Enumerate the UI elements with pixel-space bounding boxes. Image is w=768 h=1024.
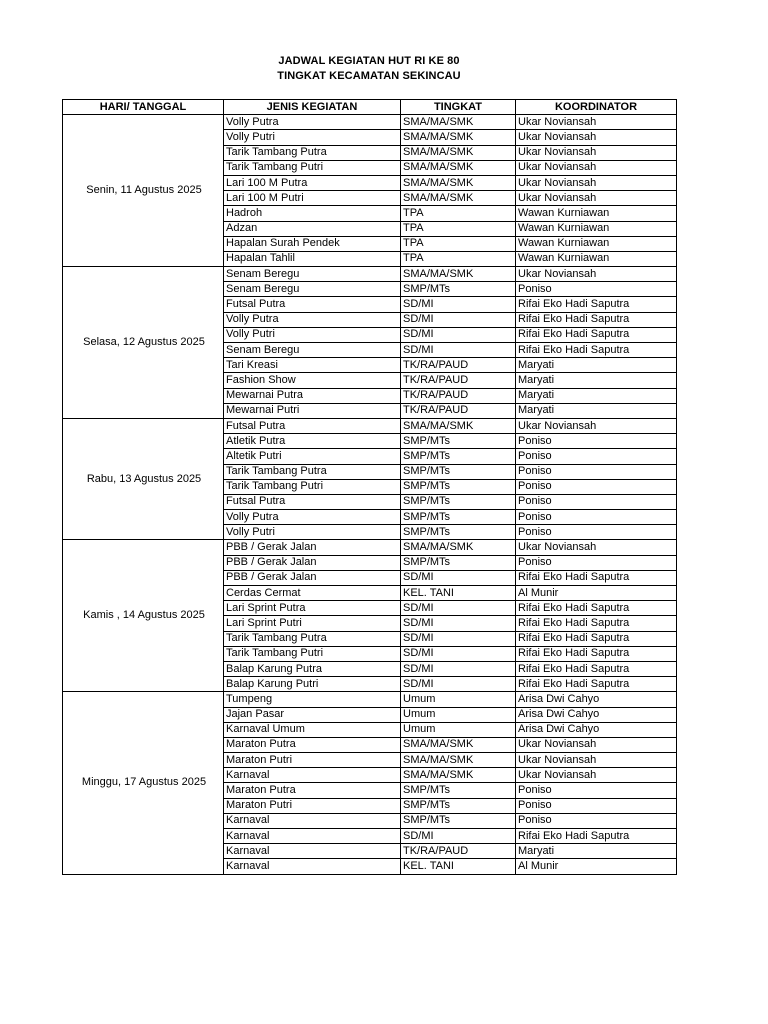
- day-date-cell: Senin, 11 Agustus 2025: [63, 115, 224, 267]
- level-cell: SMA/MA/SMK: [401, 768, 516, 783]
- activity-cell: Maraton Putra: [224, 737, 401, 752]
- level-cell: KEL. TANI: [401, 859, 516, 874]
- level-cell: SMP/MTs: [401, 434, 516, 449]
- level-cell: KEL. TANI: [401, 586, 516, 601]
- header-day-date: HARI/ TANGGAL: [63, 100, 224, 115]
- level-cell: SMA/MA/SMK: [401, 160, 516, 175]
- coordinator-cell: Ukar Noviansah: [516, 145, 677, 160]
- coordinator-cell: Rifai Eko Hadi Saputra: [516, 677, 677, 692]
- coordinator-cell: Maryati: [516, 358, 677, 373]
- document-title: [62, 54, 676, 84]
- title-line-2: TINGKAT KECAMATAN SEKINCAU: [277, 70, 461, 82]
- coordinator-cell: Rifai Eko Hadi Saputra: [516, 570, 677, 585]
- level-cell: SD/MI: [401, 661, 516, 676]
- activity-cell: Volly Putra: [224, 510, 401, 525]
- level-cell: TK/RA/PAUD: [401, 358, 516, 373]
- table-row: [63, 540, 677, 555]
- coordinator-cell: Arisa Dwi Cahyo: [516, 692, 677, 707]
- coordinator-cell: Maryati: [516, 403, 677, 418]
- level-cell: SMA/MA/SMK: [401, 418, 516, 433]
- activity-cell: Cerdas Cermat: [224, 586, 401, 601]
- level-cell: TK/RA/PAUD: [401, 403, 516, 418]
- coordinator-cell: Poniso: [516, 510, 677, 525]
- activity-cell: Volly Putra: [224, 115, 401, 130]
- level-cell: SMP/MTs: [401, 282, 516, 297]
- coordinator-cell: Al Munir: [516, 586, 677, 601]
- level-cell: SMP/MTs: [401, 510, 516, 525]
- activity-cell: Futsal Putra: [224, 494, 401, 509]
- table-row: [63, 418, 677, 433]
- level-cell: SMA/MA/SMK: [401, 737, 516, 752]
- activity-cell: Karnaval: [224, 844, 401, 859]
- level-cell: TK/RA/PAUD: [401, 844, 516, 859]
- level-cell: Umum: [401, 692, 516, 707]
- activity-cell: Jajan Pasar: [224, 707, 401, 722]
- activity-cell: Volly Putri: [224, 525, 401, 540]
- activity-cell: Adzan: [224, 221, 401, 236]
- activity-cell: Senam Beregu: [224, 267, 401, 282]
- coordinator-cell: Maryati: [516, 844, 677, 859]
- level-cell: SD/MI: [401, 646, 516, 661]
- level-cell: SD/MI: [401, 631, 516, 646]
- activity-cell: Volly Putri: [224, 130, 401, 145]
- coordinator-cell: Arisa Dwi Cahyo: [516, 707, 677, 722]
- coordinator-cell: Wawan Kurniawan: [516, 236, 677, 251]
- coordinator-cell: Ukar Noviansah: [516, 540, 677, 555]
- level-cell: SMP/MTs: [401, 464, 516, 479]
- activity-cell: Hapalan Surah Pendek: [224, 236, 401, 251]
- coordinator-cell: Maryati: [516, 373, 677, 388]
- activity-cell: Senam Beregu: [224, 343, 401, 358]
- header-level: TINGKAT: [401, 100, 516, 115]
- level-cell: SD/MI: [401, 601, 516, 616]
- coordinator-cell: Ukar Noviansah: [516, 160, 677, 175]
- coordinator-cell: Poniso: [516, 525, 677, 540]
- schedule-body: [63, 115, 677, 874]
- title-line-1: JADWAL KEGIATAN HUT RI KE 80: [278, 55, 460, 67]
- coordinator-cell: Poniso: [516, 494, 677, 509]
- activity-cell: Hapalan Tahlil: [224, 251, 401, 266]
- activity-cell: Altetik Putri: [224, 449, 401, 464]
- level-cell: TK/RA/PAUD: [401, 388, 516, 403]
- coordinator-cell: Rifai Eko Hadi Saputra: [516, 616, 677, 631]
- table-row: [63, 692, 677, 707]
- coordinator-cell: Rifai Eko Hadi Saputra: [516, 312, 677, 327]
- coordinator-cell: Poniso: [516, 464, 677, 479]
- level-cell: TK/RA/PAUD: [401, 373, 516, 388]
- level-cell: SMA/MA/SMK: [401, 130, 516, 145]
- activity-cell: Tarik Tambang Putra: [224, 145, 401, 160]
- day-date-cell: Minggu, 17 Agustus 2025: [63, 692, 224, 874]
- activity-cell: Hadroh: [224, 206, 401, 221]
- activity-cell: Lari Sprint Putra: [224, 601, 401, 616]
- level-cell: SMP/MTs: [401, 783, 516, 798]
- level-cell: Umum: [401, 722, 516, 737]
- level-cell: Umum: [401, 707, 516, 722]
- activity-cell: Maraton Putri: [224, 798, 401, 813]
- level-cell: SMP/MTs: [401, 479, 516, 494]
- coordinator-cell: Maryati: [516, 388, 677, 403]
- header-coordinator: KOORDINATOR: [516, 100, 677, 115]
- activity-cell: Balap Karung Putri: [224, 677, 401, 692]
- activity-cell: Karnaval: [224, 829, 401, 844]
- coordinator-cell: Poniso: [516, 479, 677, 494]
- level-cell: TPA: [401, 236, 516, 251]
- coordinator-cell: Rifai Eko Hadi Saputra: [516, 343, 677, 358]
- coordinator-cell: Ukar Noviansah: [516, 175, 677, 190]
- level-cell: SD/MI: [401, 677, 516, 692]
- level-cell: SMA/MA/SMK: [401, 267, 516, 282]
- coordinator-cell: Rifai Eko Hadi Saputra: [516, 661, 677, 676]
- activity-cell: Tarik Tambang Putri: [224, 479, 401, 494]
- level-cell: SMP/MTs: [401, 555, 516, 570]
- activity-cell: Futsal Putra: [224, 418, 401, 433]
- level-cell: SD/MI: [401, 829, 516, 844]
- coordinator-cell: Poniso: [516, 813, 677, 828]
- coordinator-cell: Ukar Noviansah: [516, 753, 677, 768]
- day-date-cell: Rabu, 13 Agustus 2025: [63, 418, 224, 540]
- coordinator-cell: Rifai Eko Hadi Saputra: [516, 646, 677, 661]
- activity-cell: Volly Putra: [224, 312, 401, 327]
- activity-cell: Volly Putri: [224, 327, 401, 342]
- coordinator-cell: Rifai Eko Hadi Saputra: [516, 601, 677, 616]
- activity-cell: Tarik Tambang Putra: [224, 631, 401, 646]
- coordinator-cell: Arisa Dwi Cahyo: [516, 722, 677, 737]
- coordinator-cell: Ukar Noviansah: [516, 191, 677, 206]
- header-activity: JENIS KEGIATAN: [224, 100, 401, 115]
- coordinator-cell: Wawan Kurniawan: [516, 206, 677, 221]
- coordinator-cell: Poniso: [516, 555, 677, 570]
- activity-cell: Karnaval Umum: [224, 722, 401, 737]
- coordinator-cell: Wawan Kurniawan: [516, 221, 677, 236]
- coordinator-cell: Poniso: [516, 434, 677, 449]
- coordinator-cell: Ukar Noviansah: [516, 130, 677, 145]
- activity-cell: Mewarnai Putri: [224, 403, 401, 418]
- level-cell: SMP/MTs: [401, 525, 516, 540]
- level-cell: SMA/MA/SMK: [401, 540, 516, 555]
- coordinator-cell: Ukar Noviansah: [516, 115, 677, 130]
- coordinator-cell: Ukar Noviansah: [516, 267, 677, 282]
- activity-cell: Tari Kreasi: [224, 358, 401, 373]
- activity-cell: Maraton Putra: [224, 783, 401, 798]
- coordinator-cell: Ukar Noviansah: [516, 737, 677, 752]
- activity-cell: Balap Karung Putra: [224, 661, 401, 676]
- level-cell: SD/MI: [401, 343, 516, 358]
- schedule-table: [62, 99, 677, 875]
- table-row: [63, 115, 677, 130]
- coordinator-cell: Poniso: [516, 783, 677, 798]
- level-cell: SD/MI: [401, 616, 516, 631]
- level-cell: TPA: [401, 206, 516, 221]
- coordinator-cell: Rifai Eko Hadi Saputra: [516, 829, 677, 844]
- level-cell: SD/MI: [401, 297, 516, 312]
- day-date-cell: Selasa, 12 Agustus 2025: [63, 267, 224, 419]
- activity-cell: Lari 100 M Putra: [224, 175, 401, 190]
- activity-cell: Tarik Tambang Putri: [224, 646, 401, 661]
- activity-cell: Senam Beregu: [224, 282, 401, 297]
- coordinator-cell: Ukar Noviansah: [516, 768, 677, 783]
- activity-cell: Lari 100 M Putri: [224, 191, 401, 206]
- coordinator-cell: Poniso: [516, 282, 677, 297]
- activity-cell: Karnaval: [224, 859, 401, 874]
- coordinator-cell: Al Munir: [516, 859, 677, 874]
- activity-cell: Mewarnai Putra: [224, 388, 401, 403]
- level-cell: SMA/MA/SMK: [401, 175, 516, 190]
- day-date-cell: Kamis , 14 Agustus 2025: [63, 540, 224, 692]
- level-cell: SD/MI: [401, 570, 516, 585]
- coordinator-cell: Rifai Eko Hadi Saputra: [516, 297, 677, 312]
- coordinator-cell: Poniso: [516, 449, 677, 464]
- table-row: [63, 267, 677, 282]
- level-cell: SMA/MA/SMK: [401, 191, 516, 206]
- level-cell: TPA: [401, 221, 516, 236]
- activity-cell: Tarik Tambang Putri: [224, 160, 401, 175]
- activity-cell: PBB / Gerak Jalan: [224, 540, 401, 555]
- level-cell: SD/MI: [401, 312, 516, 327]
- coordinator-cell: Ukar Noviansah: [516, 418, 677, 433]
- coordinator-cell: Poniso: [516, 798, 677, 813]
- activity-cell: Karnaval: [224, 768, 401, 783]
- level-cell: SMP/MTs: [401, 494, 516, 509]
- activity-cell: Fashion Show: [224, 373, 401, 388]
- level-cell: SMP/MTs: [401, 449, 516, 464]
- activity-cell: Futsal Putra: [224, 297, 401, 312]
- table-header-row: [63, 100, 677, 115]
- level-cell: SD/MI: [401, 327, 516, 342]
- coordinator-cell: Wawan Kurniawan: [516, 251, 677, 266]
- level-cell: TPA: [401, 251, 516, 266]
- coordinator-cell: Rifai Eko Hadi Saputra: [516, 327, 677, 342]
- level-cell: SMP/MTs: [401, 798, 516, 813]
- activity-cell: Tumpeng: [224, 692, 401, 707]
- activity-cell: Karnaval: [224, 813, 401, 828]
- level-cell: SMA/MA/SMK: [401, 145, 516, 160]
- activity-cell: Maraton Putri: [224, 753, 401, 768]
- activity-cell: Tarik Tambang Putra: [224, 464, 401, 479]
- activity-cell: Lari Sprint Putri: [224, 616, 401, 631]
- level-cell: SMA/MA/SMK: [401, 115, 516, 130]
- activity-cell: PBB / Gerak Jalan: [224, 570, 401, 585]
- activity-cell: PBB / Gerak Jalan: [224, 555, 401, 570]
- activity-cell: Atletik Putra: [224, 434, 401, 449]
- level-cell: SMP/MTs: [401, 813, 516, 828]
- coordinator-cell: Rifai Eko Hadi Saputra: [516, 631, 677, 646]
- level-cell: SMA/MA/SMK: [401, 753, 516, 768]
